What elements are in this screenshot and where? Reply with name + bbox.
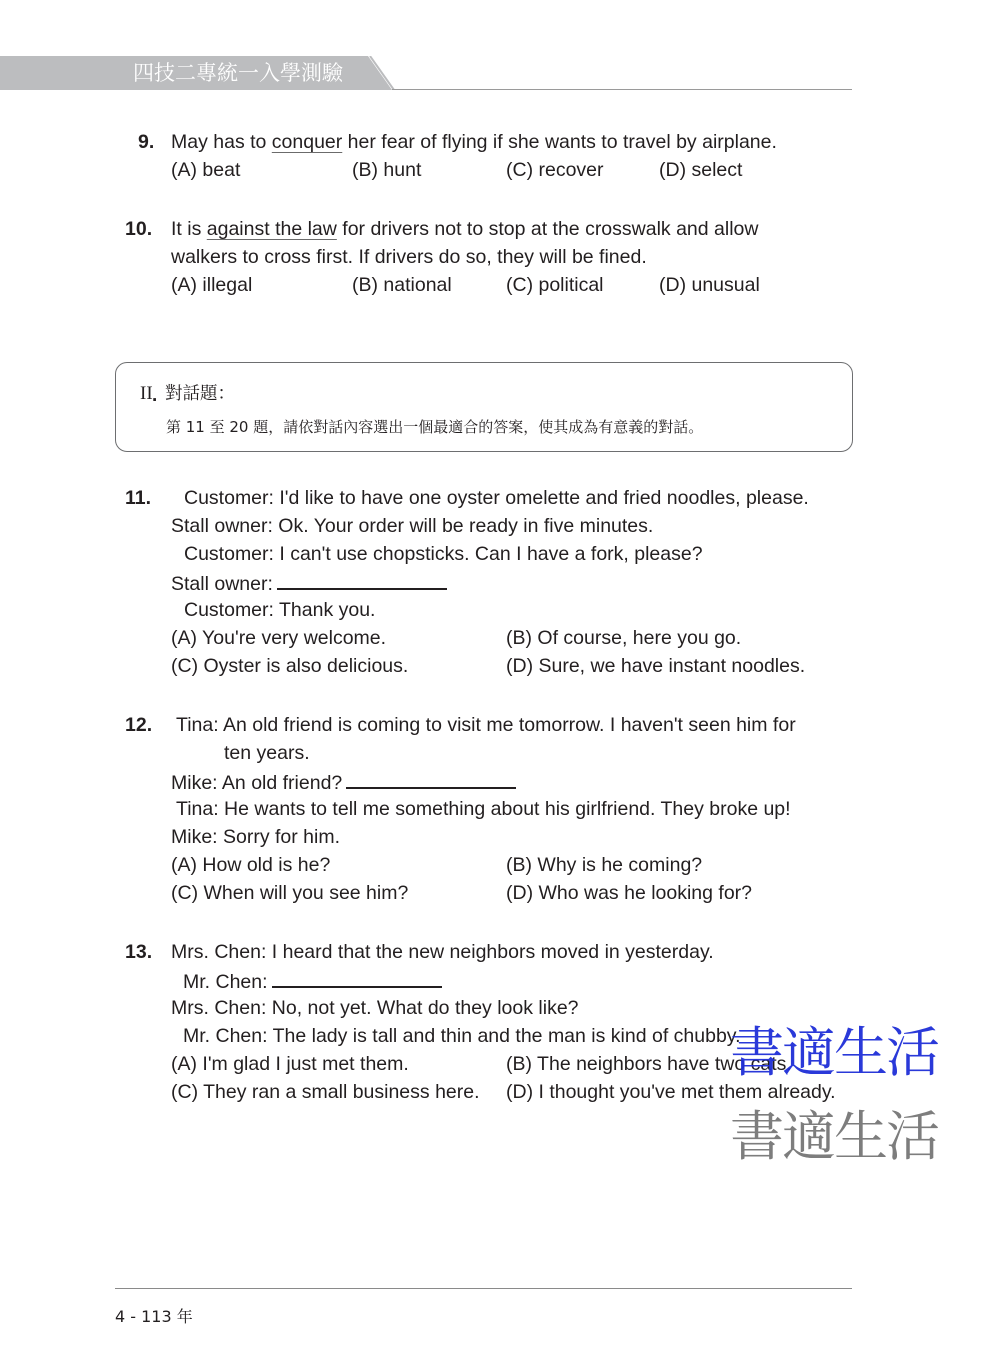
question-number: 9. [138,131,155,153]
question-number: 13. [125,941,153,963]
dialogue-line: Tina: An old friend is coming to visit me tomorrow. I haven't seen him for [176,714,796,736]
watermark-gray: 書適生活 [730,1105,938,1168]
option-c: (C) They ran a small business here. [171,1081,480,1103]
option-b: (B) The neighbors have two cats. [506,1053,792,1075]
section-numeral-dot: . [152,385,158,406]
answer-blank [272,966,442,988]
option-a: (A) How old is he? [171,854,331,876]
dialogue-line: Customer: Thank you. [184,599,376,621]
page-number: 4 - 113 年 [115,1307,193,1326]
section-box [115,362,853,452]
dialogue-line: Stall owner: Ok. Your order will be ready in five minutes. [171,515,654,537]
stem-text: her fear of flying if she wants to travel by airplane. [342,131,777,153]
option-a: (A) illegal [171,274,253,296]
header-rule [392,89,852,90]
question-number: 11. [125,487,152,509]
footer-rule [115,1288,852,1289]
option-b: (B) Why is he coming? [506,854,703,876]
question-number: 12. [125,714,153,736]
speaker-label: Mr. Chen: [183,971,268,993]
question-number: 10. [125,218,153,240]
section-instruction: 第 11 至 20 題，請依對話內容選出一個最適合的答案，使其成為有意義的對話。 [166,418,704,436]
option-d: (D) I thought you've met them already. [506,1081,836,1103]
header-title: 四技二專統一入學測驗 [133,61,343,85]
option-c: (C) When will you see him? [171,882,409,904]
stem-line-2: walkers to cross first. If drivers do so, they will be fined. [171,246,647,268]
underlined-word: conquer [271,131,343,153]
stem-text: May has to [171,131,272,153]
answer-blank [346,767,516,789]
option-d: (D) Sure, we have instant noodles. [506,655,806,677]
question-stem [171,128,777,156]
stem-text: It is [171,218,207,240]
dialogue-line: Mrs. Chen: No, not yet. What do they look like? [171,997,579,1019]
speaker-label: Mike: An old friend? [171,772,343,794]
option-d: (D) select [659,159,743,181]
section-title: 對話題： [165,384,235,404]
dialogue-line-with-blank [171,767,516,797]
underlined-phrase: against the law [206,218,337,240]
question-stem [171,215,758,243]
stem-text: for drivers not to stop at the crosswalk and allow [336,218,759,240]
section-numeral: II [140,383,153,404]
dialogue-line: Mike: Sorry for him. [171,826,341,848]
option-b: (B) national [352,274,452,296]
dialogue-line-with-blank [171,568,447,598]
header-band [0,56,400,90]
option-a: (A) You're very welcome. [171,627,387,649]
option-a: (A) I'm glad I just met them. [171,1053,409,1075]
watermark-blue: 書適生活 [730,1021,938,1084]
dialogue-line: Tina: He wants to tell me something about his girlfriend. They broke up! [176,798,791,820]
dialogue-line: Customer: I'd like to have one oyster omelette and fried noodles, please. [184,487,809,509]
dialogue-line: Customer: I can't use chopsticks. Can I have a fork, please? [184,543,703,565]
option-b: (B) Of course, here you go. [506,627,742,649]
option-a: (A) beat [171,159,241,181]
option-d: (D) unusual [659,274,760,296]
dialogue-line: Mr. Chen: The lady is tall and thin and the man is kind of chubby. [183,1025,741,1047]
option-d: (D) Who was he looking for? [506,882,753,904]
option-c: (C) recover [506,159,604,181]
dialogue-line-with-blank [183,966,442,996]
dialogue-line: ten years. [224,742,310,764]
dialogue-line: Mrs. Chen: I heard that the new neighbors moved in yesterday. [171,941,714,963]
option-b: (B) hunt [352,159,422,181]
answer-blank [277,568,447,590]
option-c: (C) political [506,274,604,296]
speaker-label: Stall owner: [171,573,273,595]
option-c: (C) Oyster is also delicious. [171,655,409,677]
